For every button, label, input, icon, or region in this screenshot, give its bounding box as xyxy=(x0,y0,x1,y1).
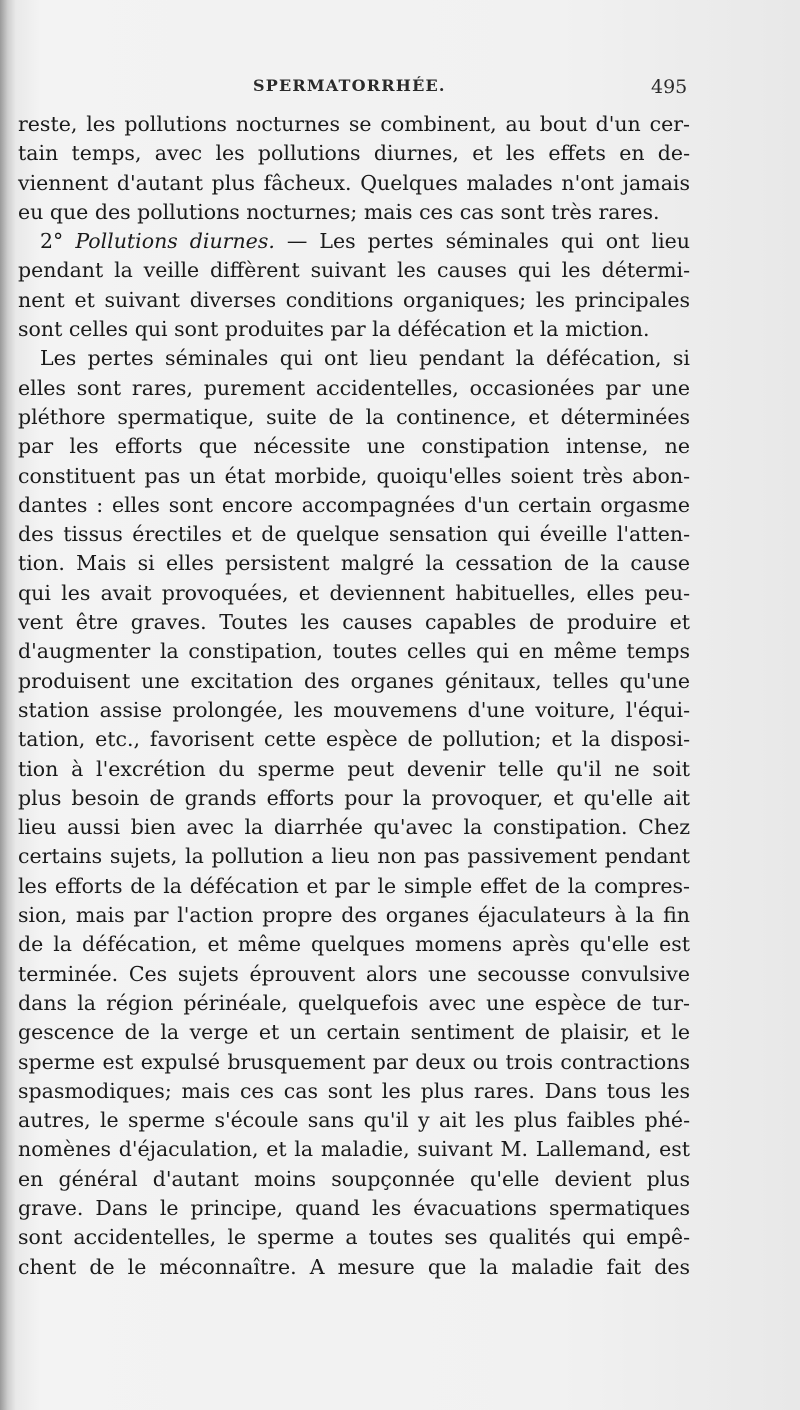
text-line: sont celles qui sont produites par la défécation et la miction. xyxy=(18,317,650,342)
text-line: tain temps, avec les pollutions diurnes, et les effets en de- xyxy=(18,141,690,166)
text-line: tation, etc., favorisent cette espèce de pollution; et la disposi- xyxy=(18,727,690,752)
text-line: viennent d'autant plus fâcheux. Quelques malades n'ont jamais xyxy=(18,170,690,195)
text-line: en général d'autant moins soupçonnée qu'elle devient plus xyxy=(18,1166,690,1191)
text-line: lieu aussi bien avec la diarrhée qu'avec la constipation. Chez xyxy=(18,815,690,840)
text-line: eu que des pollutions nocturnes; mais ces cas sont très rares. xyxy=(18,199,660,224)
text-line: spasmodiques; mais ces cas sont les plus rares. Dans tous les xyxy=(18,1078,690,1103)
text-line: gescence de la verge et un certain sentiment de plaisir, et le xyxy=(18,1020,690,1045)
page-header xyxy=(0,76,800,104)
text-line: nomènes d'éjaculation, et la maladie, suivant M. Lallemand, est xyxy=(18,1137,690,1162)
text-line: qui les avait provoquées, et deviennent habituelles, elles peu- xyxy=(18,580,690,605)
text-line: des tissus érectiles et de quelque sensation qui éveille l'atten- xyxy=(18,522,690,547)
text-line: sperme est expulsé brusquement par deux ou trois contractions xyxy=(18,1049,690,1074)
text-line: grave. Dans le principe, quand les évacuations spermatiques xyxy=(18,1195,690,1220)
body-text xyxy=(18,110,690,1282)
section-title: Pollutions diurnes. xyxy=(75,229,275,254)
running-title: SPERMATORRHÉE. xyxy=(253,76,446,95)
text-line-continuation: — Les pertes séminales qui ont lieu xyxy=(274,229,691,254)
text-line: terminée. Ces sujets éprouvent alors une secousse convulsive xyxy=(18,961,690,986)
text-line: elles sont rares, purement accidentelles, occasionées par une xyxy=(18,375,690,400)
text-line: constituent pas un état morbide, quoiqu'elles soient très abon- xyxy=(18,463,690,488)
text-line: pléthore spermatique, suite de la continence, et déterminées xyxy=(18,404,690,429)
text-line: pendant la veille diffèrent suivant les causes qui les détermi- xyxy=(18,258,690,283)
text-line: certains sujets, la pollution a lieu non pas passivement pendant xyxy=(18,844,690,869)
text-line: vent être graves. Toutes les causes capables de produire et xyxy=(18,610,690,635)
text-line: par les efforts que nécessite une constipation intense, ne xyxy=(18,434,690,459)
text-line: produisent une excitation des organes génitaux, telles qu'une xyxy=(18,668,690,693)
text-line: d'augmenter la constipation, toutes celles qui en même temps xyxy=(18,639,690,664)
text-line: tion à l'excrétion du sperme peut devenir telle qu'il ne soit xyxy=(18,756,690,781)
text-line: dans la région périnéale, quelquefois avec une espèce de tur- xyxy=(18,990,690,1015)
text-line: de la défécation, et même quelques momens après qu'elle est xyxy=(18,932,690,957)
text-line: autres, le sperme s'écoule sans qu'il y ait les plus faibles phé- xyxy=(18,1108,690,1133)
section-number: 2° xyxy=(40,229,76,254)
text-line: chent de le méconnaître. A mesure que la maladie fait des xyxy=(18,1254,690,1279)
text-line: reste, les pollutions nocturnes se combinent, au bout d'un cer- xyxy=(18,112,690,136)
text-line: les efforts de la défécation et par le simple effet de la compres- xyxy=(18,873,690,898)
text-line: sont accidentelles, le sperme a toutes ses qualités qui empê- xyxy=(18,1225,690,1250)
text-line: station assise prolongée, les mouvemens d'une voiture, l'équi- xyxy=(18,697,690,722)
text-line: dantes : elles sont encore accompagnées d'un certain orgasme xyxy=(18,492,690,517)
text-line: plus besoin de grands efforts pour la provoquer, et qu'elle ait xyxy=(18,785,690,810)
text-line: tion. Mais si elles persistent malgré la cessation de la cause xyxy=(18,551,690,576)
text-line: sion, mais par l'action propre des organes éjaculateurs à la fin xyxy=(18,903,690,928)
section-heading-line xyxy=(18,227,690,256)
text-line: Les pertes séminales qui ont lieu pendant la défécation, si xyxy=(40,346,690,371)
text-line: nent et suivant diverses conditions organiques; les principales xyxy=(18,287,690,312)
page-number: 495 xyxy=(651,76,688,98)
